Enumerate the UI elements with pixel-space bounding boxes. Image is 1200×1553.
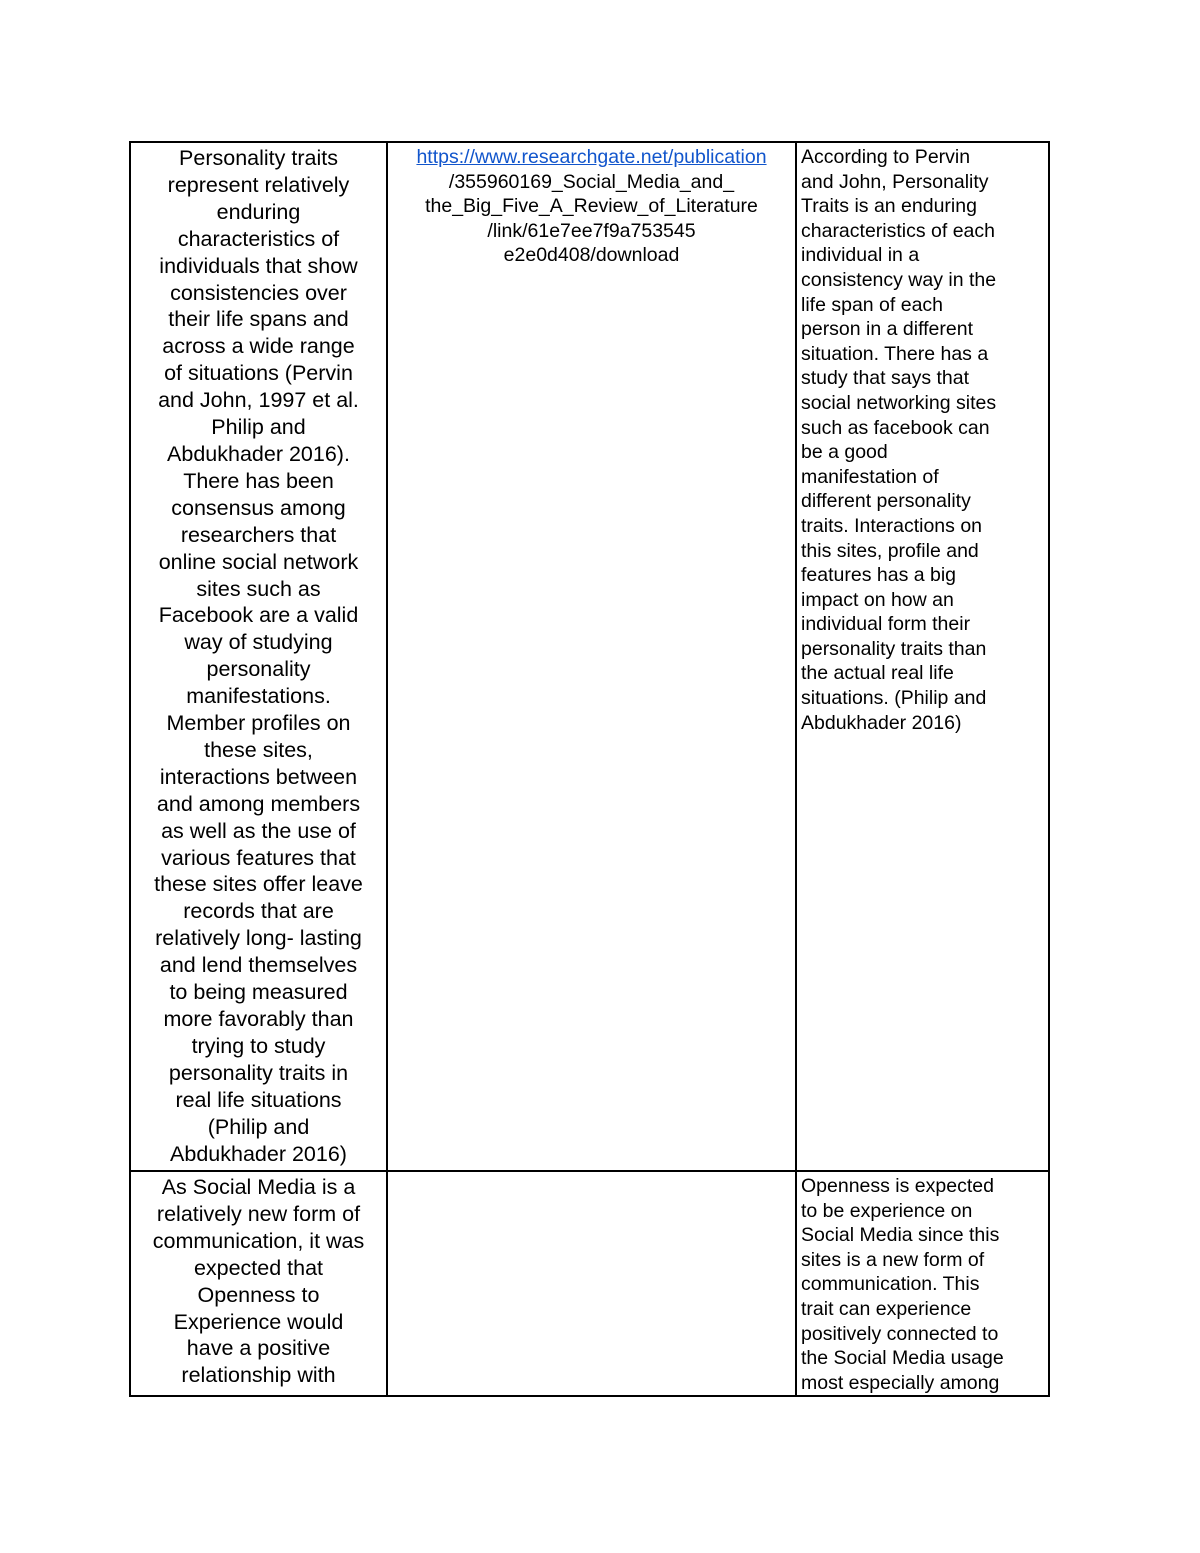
text-line: Openness to	[197, 1282, 320, 1307]
text-line: be a good	[801, 441, 888, 464]
table-row	[130, 1171, 1049, 1396]
text-line: of situations (Pervin	[164, 361, 353, 386]
text-line: to being measured	[169, 980, 348, 1005]
text-line: most especially among	[801, 1371, 1000, 1394]
text-line: traits. Interactions on	[801, 514, 983, 537]
text-line: /355960169_Social_Media_and_	[448, 170, 735, 193]
text-line: Abdukhader 2016)	[170, 1141, 347, 1166]
text-line: consistency way in the	[801, 268, 997, 291]
text-line: trying to study	[191, 1033, 326, 1058]
row1-source-cell	[387, 142, 796, 1171]
row2-source-cell	[387, 1171, 796, 1396]
text-line: (Philip and	[207, 1114, 310, 1139]
text-line: consensus among	[171, 495, 346, 520]
row2-quote-text[interactable]	[135, 1174, 382, 1389]
text-line: Facebook are a valid	[158, 603, 359, 628]
text-line: According to Pervin	[801, 146, 971, 168]
text-line: way of studying	[184, 630, 333, 655]
text-line: relatively long- lasting	[155, 926, 362, 951]
row2-quote-cell	[130, 1171, 387, 1396]
text-line: As Social Media is a	[161, 1175, 356, 1199]
text-line: Personality traits	[179, 146, 338, 170]
text-line: and John, Personality	[801, 170, 989, 193]
text-line: and among members	[156, 791, 361, 816]
text-line: Abdukhader 2016)	[801, 711, 962, 734]
table-row	[130, 142, 1049, 1171]
text-line: the Social Media usage	[801, 1347, 1004, 1370]
text-line: situation. There has a	[801, 342, 989, 365]
text-line: interactions between	[159, 764, 358, 789]
text-line: these sites offer leave	[154, 872, 363, 897]
text-line: to be experience on	[801, 1199, 973, 1222]
text-line: online social network	[158, 549, 359, 574]
text-line: such as facebook can	[801, 416, 990, 439]
text-line: across a wide range	[162, 334, 355, 359]
text-line: more favorably than	[163, 1007, 354, 1031]
text-line: communication. This	[801, 1273, 980, 1296]
text-line: features has a big	[801, 564, 957, 587]
text-line: Abdukhader 2016).	[167, 441, 350, 466]
row1-quote-text[interactable]	[135, 145, 382, 1167]
text-line: as well as the use of	[161, 818, 356, 843]
text-line: researchers that	[180, 522, 337, 547]
text-line: There has been	[183, 468, 334, 493]
text-line: impact on how an	[801, 588, 954, 611]
text-line: these sites,	[204, 737, 313, 762]
text-line: e2e0d408/download	[503, 244, 680, 267]
text-line: relationship with	[181, 1363, 336, 1388]
text-line: manifestations.	[186, 684, 331, 709]
text-line: have a positive	[186, 1336, 331, 1361]
text-line: sites such as	[196, 576, 321, 601]
text-line: their life spans and	[168, 307, 349, 332]
text-line: Openness is expected	[801, 1175, 994, 1197]
text-line: the_Big_Five_A_Review_of_Literature	[425, 195, 758, 218]
row1-summary-cell	[796, 142, 1049, 1171]
text-line: trait can experience	[801, 1297, 972, 1320]
text-line: study that says that	[801, 367, 970, 390]
row1-summary-text[interactable]	[801, 145, 1044, 735]
text-line: different personality	[801, 490, 971, 513]
text-line: positively connected to	[801, 1322, 999, 1345]
text-line: real life situations	[175, 1087, 342, 1112]
text-line: personality	[206, 657, 311, 682]
text-line: personality traits than	[801, 637, 987, 660]
text-line: person in a different	[801, 318, 974, 341]
text-line: expected that	[193, 1255, 324, 1280]
text-line: Philip and	[211, 415, 306, 440]
text-line: life span of each	[801, 293, 944, 316]
text-line: enduring	[216, 199, 301, 224]
text-line: individual form their	[801, 613, 971, 636]
text-line: and lend themselves	[159, 953, 358, 978]
text-line: various features that	[161, 845, 356, 870]
row2-summary-text[interactable]	[801, 1174, 1044, 1395]
text-line: Traits is an enduring	[801, 195, 977, 218]
text-line: communication, it was	[152, 1228, 365, 1253]
row1-source-text[interactable]	[392, 170, 791, 268]
text-line: Member profiles on	[166, 711, 351, 736]
text-line: individual in a	[801, 244, 920, 267]
row1-quote-cell	[130, 142, 387, 1171]
text-line: /link/61e7ee7f9a753545	[487, 219, 696, 242]
text-line: situations. (Philip and	[801, 687, 987, 710]
text-line: this sites, profile and	[801, 539, 979, 562]
text-line: manifestation of	[801, 465, 939, 488]
text-line: represent relatively	[167, 172, 350, 197]
text-line: Social Media since this	[801, 1224, 1000, 1247]
row2-summary-cell	[796, 1171, 1049, 1396]
text-line: consistencies over	[170, 280, 347, 305]
text-line: sites is a new form of	[801, 1248, 985, 1271]
text-line: personality traits in	[168, 1060, 349, 1085]
text-line: social networking sites	[801, 391, 997, 414]
text-line: individuals that show	[159, 253, 358, 278]
text-line: the actual real life	[801, 662, 954, 685]
text-line: characteristics of each	[801, 219, 996, 242]
source-link[interactable]: https://www.researchgate.net/publication	[416, 146, 767, 168]
literature-review-table	[129, 141, 1050, 1397]
text-line: and John, 1997 et al.	[158, 388, 359, 413]
text-line: Experience would	[173, 1309, 344, 1334]
text-line: records that are	[183, 899, 334, 924]
text-line: relatively new form of	[156, 1201, 361, 1226]
text-line: characteristics of	[177, 226, 340, 251]
